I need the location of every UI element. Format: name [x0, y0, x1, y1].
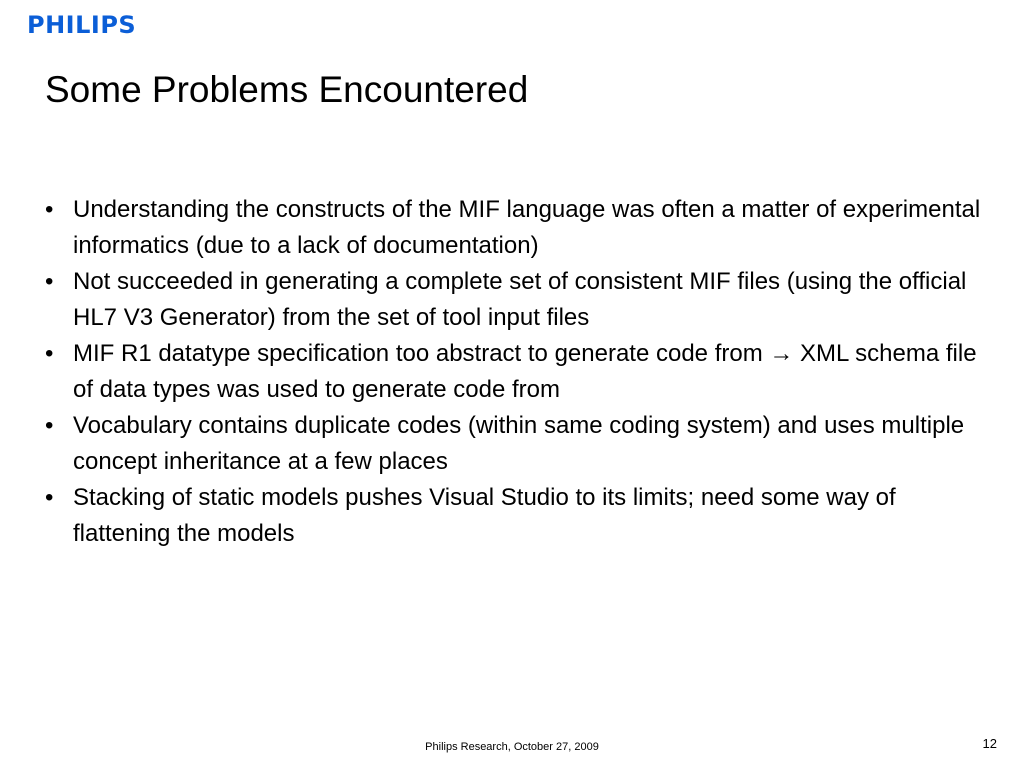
bullet-item [45, 336, 995, 408]
bullet-icon: • [45, 484, 54, 511]
bullet-text: Understanding the constructs of the MIF language was often a matter of experimental informatics (due to a lack of documentation) [73, 196, 981, 259]
bullet-item [45, 480, 995, 552]
bullet-text: Not succeeded in generating a complete set of consistent MIF files (using the official HL7 V3 Generator) from the set of tool input files [73, 268, 967, 331]
bullet-icon: • [45, 196, 54, 223]
bullet-list [45, 192, 995, 552]
philips-logo: PHILIPS [27, 11, 137, 39]
footer-text: Philips Research, October 27, 2009 [425, 741, 599, 753]
bullet-icon: • [45, 340, 54, 367]
bullet-icon: • [45, 268, 54, 295]
bullet-item [45, 264, 995, 336]
bullet-text: MIF R1 datatype specification too abstract to generate code from → XML schema file of data types was used to generate code from [73, 340, 977, 403]
bullet-text: Stacking of static models pushes Visual Studio to its limits; need some way of flattening the models [73, 484, 896, 547]
bullet-text: Vocabulary contains duplicate codes (within same coding system) and uses multiple concept inheritance at a few places [73, 412, 965, 475]
bullet-icon: • [45, 412, 54, 439]
page-number: 12 [982, 736, 997, 751]
bullet-item [45, 408, 995, 480]
bullet-item [45, 192, 995, 264]
slide-title: Some Problems Encountered [45, 69, 529, 110]
